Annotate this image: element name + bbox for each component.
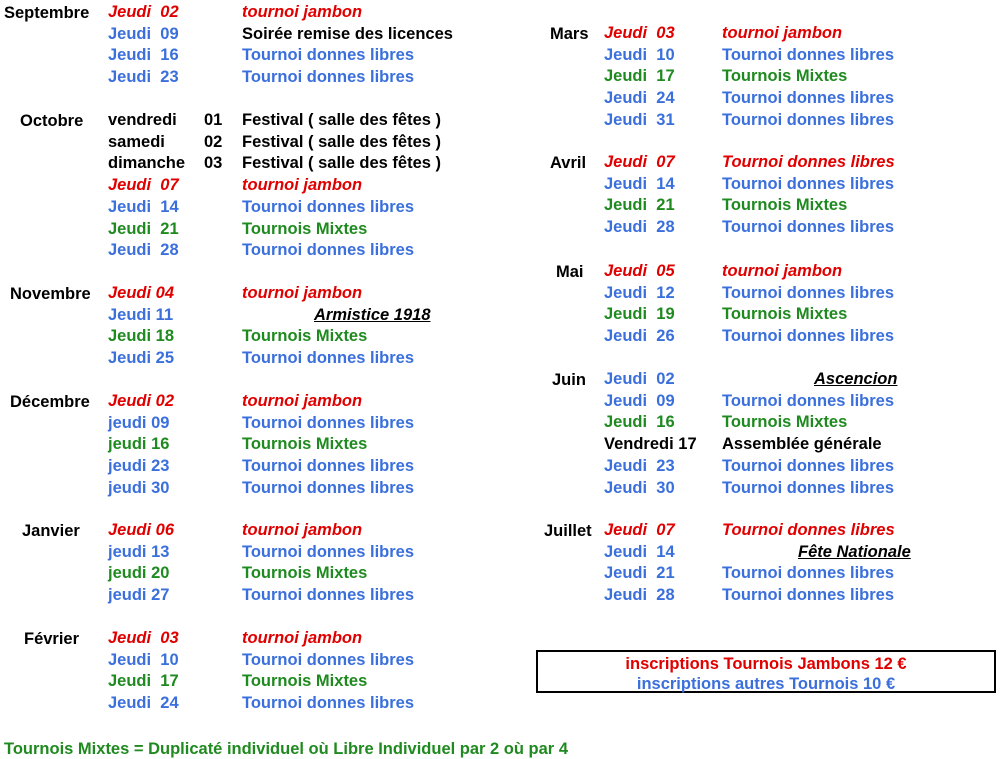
event-day: Jeudi 28 <box>108 241 179 260</box>
event-day: jeudi 20 <box>108 564 170 583</box>
event-day: Jeudi 07 <box>108 176 179 195</box>
month-label: Juillet <box>544 522 592 540</box>
event-name: Tournoi donnes libres <box>242 241 415 260</box>
event-day: Jeudi 16 <box>604 413 675 432</box>
event-day: Jeudi 28 <box>604 218 675 237</box>
event-day: Jeudi 25 <box>108 349 175 368</box>
month-label: Juin <box>552 371 586 389</box>
event-name: Tournoi donnes libres <box>242 457 415 476</box>
event-day: Jeudi 21 <box>108 219 179 238</box>
event-name: Festival ( salle des fêtes ) <box>242 154 442 173</box>
event-day: Jeudi 02 <box>108 392 175 410</box>
event-name: tournoi jambon <box>242 392 363 410</box>
event-day: Jeudi 03 <box>604 24 675 42</box>
event-name: Tournoi donnes libres <box>722 110 895 129</box>
event-day-number: 02 <box>204 132 223 151</box>
event-name: Tournois Mixtes <box>722 67 848 86</box>
event-day: Jeudi 14 <box>604 542 675 561</box>
event-day: jeudi 27 <box>108 586 170 605</box>
month-label: Novembre <box>10 285 91 303</box>
event-name: Tournoi donnes libres <box>722 327 895 346</box>
event-day: Jeudi 14 <box>108 197 179 216</box>
event-name: Tournois Mixtes <box>242 435 368 454</box>
event-day: Jeudi 10 <box>108 650 179 669</box>
event-day: Jeudi 04 <box>108 284 175 302</box>
event-name: Fête Nationale <box>798 542 911 561</box>
event-day: Jeudi 02 <box>604 370 675 388</box>
event-day: Jeudi 09 <box>108 24 179 43</box>
event-day: Jeudi 26 <box>604 327 675 346</box>
event-day: Jeudi 07 <box>604 521 675 539</box>
event-day: Jeudi 07 <box>604 153 675 171</box>
event-name: Tournoi donnes libres <box>242 586 415 605</box>
event-name: tournoi jambon <box>242 3 363 21</box>
event-name: Tournoi donnes libres <box>242 413 415 432</box>
month-label: Octobre <box>20 112 84 130</box>
event-day: Jeudi 30 <box>604 478 675 497</box>
event-day: samedi <box>108 132 165 151</box>
event-name: Tournoi donnes libres <box>722 45 895 64</box>
fee-jambon: inscriptions Tournois Jambons 12 € <box>625 655 907 673</box>
event-name: Armistice 1918 <box>314 305 431 324</box>
event-name: Tournoi donnes libres <box>242 197 415 216</box>
event-name: Tournoi donnes libres <box>722 218 895 237</box>
event-day: jeudi 16 <box>108 435 170 454</box>
event-name: Tournoi donnes libres <box>242 650 415 669</box>
event-name: Tournois Mixtes <box>242 672 368 691</box>
event-name: Tournois Mixtes <box>242 327 368 346</box>
event-day: Jeudi 31 <box>604 110 675 129</box>
event-day: Jeudi 21 <box>604 564 675 583</box>
event-day: Jeudi 09 <box>604 391 675 410</box>
month-label: Septembre <box>4 4 90 22</box>
event-name: Tournois Mixtes <box>242 564 368 583</box>
event-day: Jeudi 17 <box>604 67 675 86</box>
event-name: Tournoi donnes libres <box>722 283 895 302</box>
event-day: Jeudi 02 <box>108 3 179 21</box>
event-day: jeudi 30 <box>108 478 170 497</box>
event-name: Tournoi donnes libres <box>722 153 895 171</box>
month-label: Avril <box>550 154 587 172</box>
event-day: Jeudi 03 <box>108 629 179 647</box>
event-name: Tournoi donnes libres <box>722 391 895 410</box>
event-day: Jeudi 11 <box>108 305 174 324</box>
event-name: Tournoi donnes libres <box>722 456 895 475</box>
month-label: Décembre <box>10 393 90 411</box>
event-name: Assemblée générale <box>722 435 882 454</box>
event-day: vendredi <box>108 111 177 129</box>
event-name: Tournoi donnes libres <box>722 89 895 108</box>
event-name: Tournoi donnes libres <box>242 68 415 87</box>
footer-note: Tournois Mixtes = Duplicaté individuel où Libre Individuel par 2 où par 4 <box>4 740 568 758</box>
event-name: Tournoi donnes libres <box>242 478 415 497</box>
fee-other: inscriptions autres Tournois 10 € <box>636 675 896 693</box>
event-day: Jeudi 28 <box>604 586 675 605</box>
event-day: jeudi 13 <box>108 542 170 561</box>
event-name: Tournoi donnes libres <box>242 46 415 65</box>
event-day: Jeudi 06 <box>108 521 175 539</box>
event-day: Jeudi 24 <box>604 89 675 108</box>
event-name: Tournoi donnes libres <box>722 564 895 583</box>
event-day: Jeudi 05 <box>604 262 675 280</box>
event-name: Tournois Mixtes <box>722 305 848 324</box>
event-day: dimanche <box>108 154 186 173</box>
event-name: tournoi jambon <box>242 521 363 539</box>
event-name: Tournoi donnes libres <box>242 694 415 713</box>
event-name: tournoi jambon <box>242 629 363 647</box>
event-name: Tournois Mixtes <box>722 413 848 432</box>
event-day: Jeudi 18 <box>108 327 175 346</box>
event-name: Tournoi donnes libres <box>242 349 415 368</box>
event-day: Jeudi 23 <box>108 68 179 87</box>
event-day: Jeudi 12 <box>604 283 675 302</box>
event-day: Jeudi 17 <box>108 672 179 691</box>
event-day: jeudi 09 <box>108 413 170 432</box>
event-day: Jeudi 24 <box>108 694 179 713</box>
event-day-number: 01 <box>204 111 223 129</box>
event-name: Ascencion <box>814 370 898 388</box>
month-label: Mars <box>550 25 589 43</box>
event-name: Tournoi donnes libres <box>722 478 895 497</box>
event-name: Tournoi donnes libres <box>722 521 895 539</box>
event-day: jeudi 23 <box>108 457 170 476</box>
event-day: Jeudi 23 <box>604 456 675 475</box>
event-day: Vendredi 17 <box>604 435 697 454</box>
event-name: tournoi jambon <box>722 262 843 280</box>
event-day: Jeudi 16 <box>108 46 179 65</box>
event-day: Jeudi 19 <box>604 305 675 324</box>
event-name: Festival ( salle des fêtes ) <box>242 111 442 129</box>
event-name: Soirée remise des licences <box>242 24 453 43</box>
event-name: tournoi jambon <box>722 24 843 42</box>
event-day-number: 03 <box>204 154 223 173</box>
event-name: Tournoi donnes libres <box>722 174 895 193</box>
event-day: Jeudi 21 <box>604 196 675 215</box>
month-label: Mai <box>556 263 584 281</box>
event-name: Tournoi donnes libres <box>722 586 895 605</box>
fees-box <box>536 650 996 693</box>
month-label: Janvier <box>22 522 80 540</box>
event-name: Tournois Mixtes <box>242 219 368 238</box>
event-name: Tournoi donnes libres <box>242 542 415 561</box>
month-label: Février <box>24 630 80 648</box>
event-name: Festival ( salle des fêtes ) <box>242 132 442 151</box>
event-name: Tournois Mixtes <box>722 196 848 215</box>
event-day: Jeudi 14 <box>604 174 675 193</box>
event-day: Jeudi 10 <box>604 45 675 64</box>
event-name: tournoi jambon <box>242 176 363 195</box>
event-name: tournoi jambon <box>242 284 363 302</box>
